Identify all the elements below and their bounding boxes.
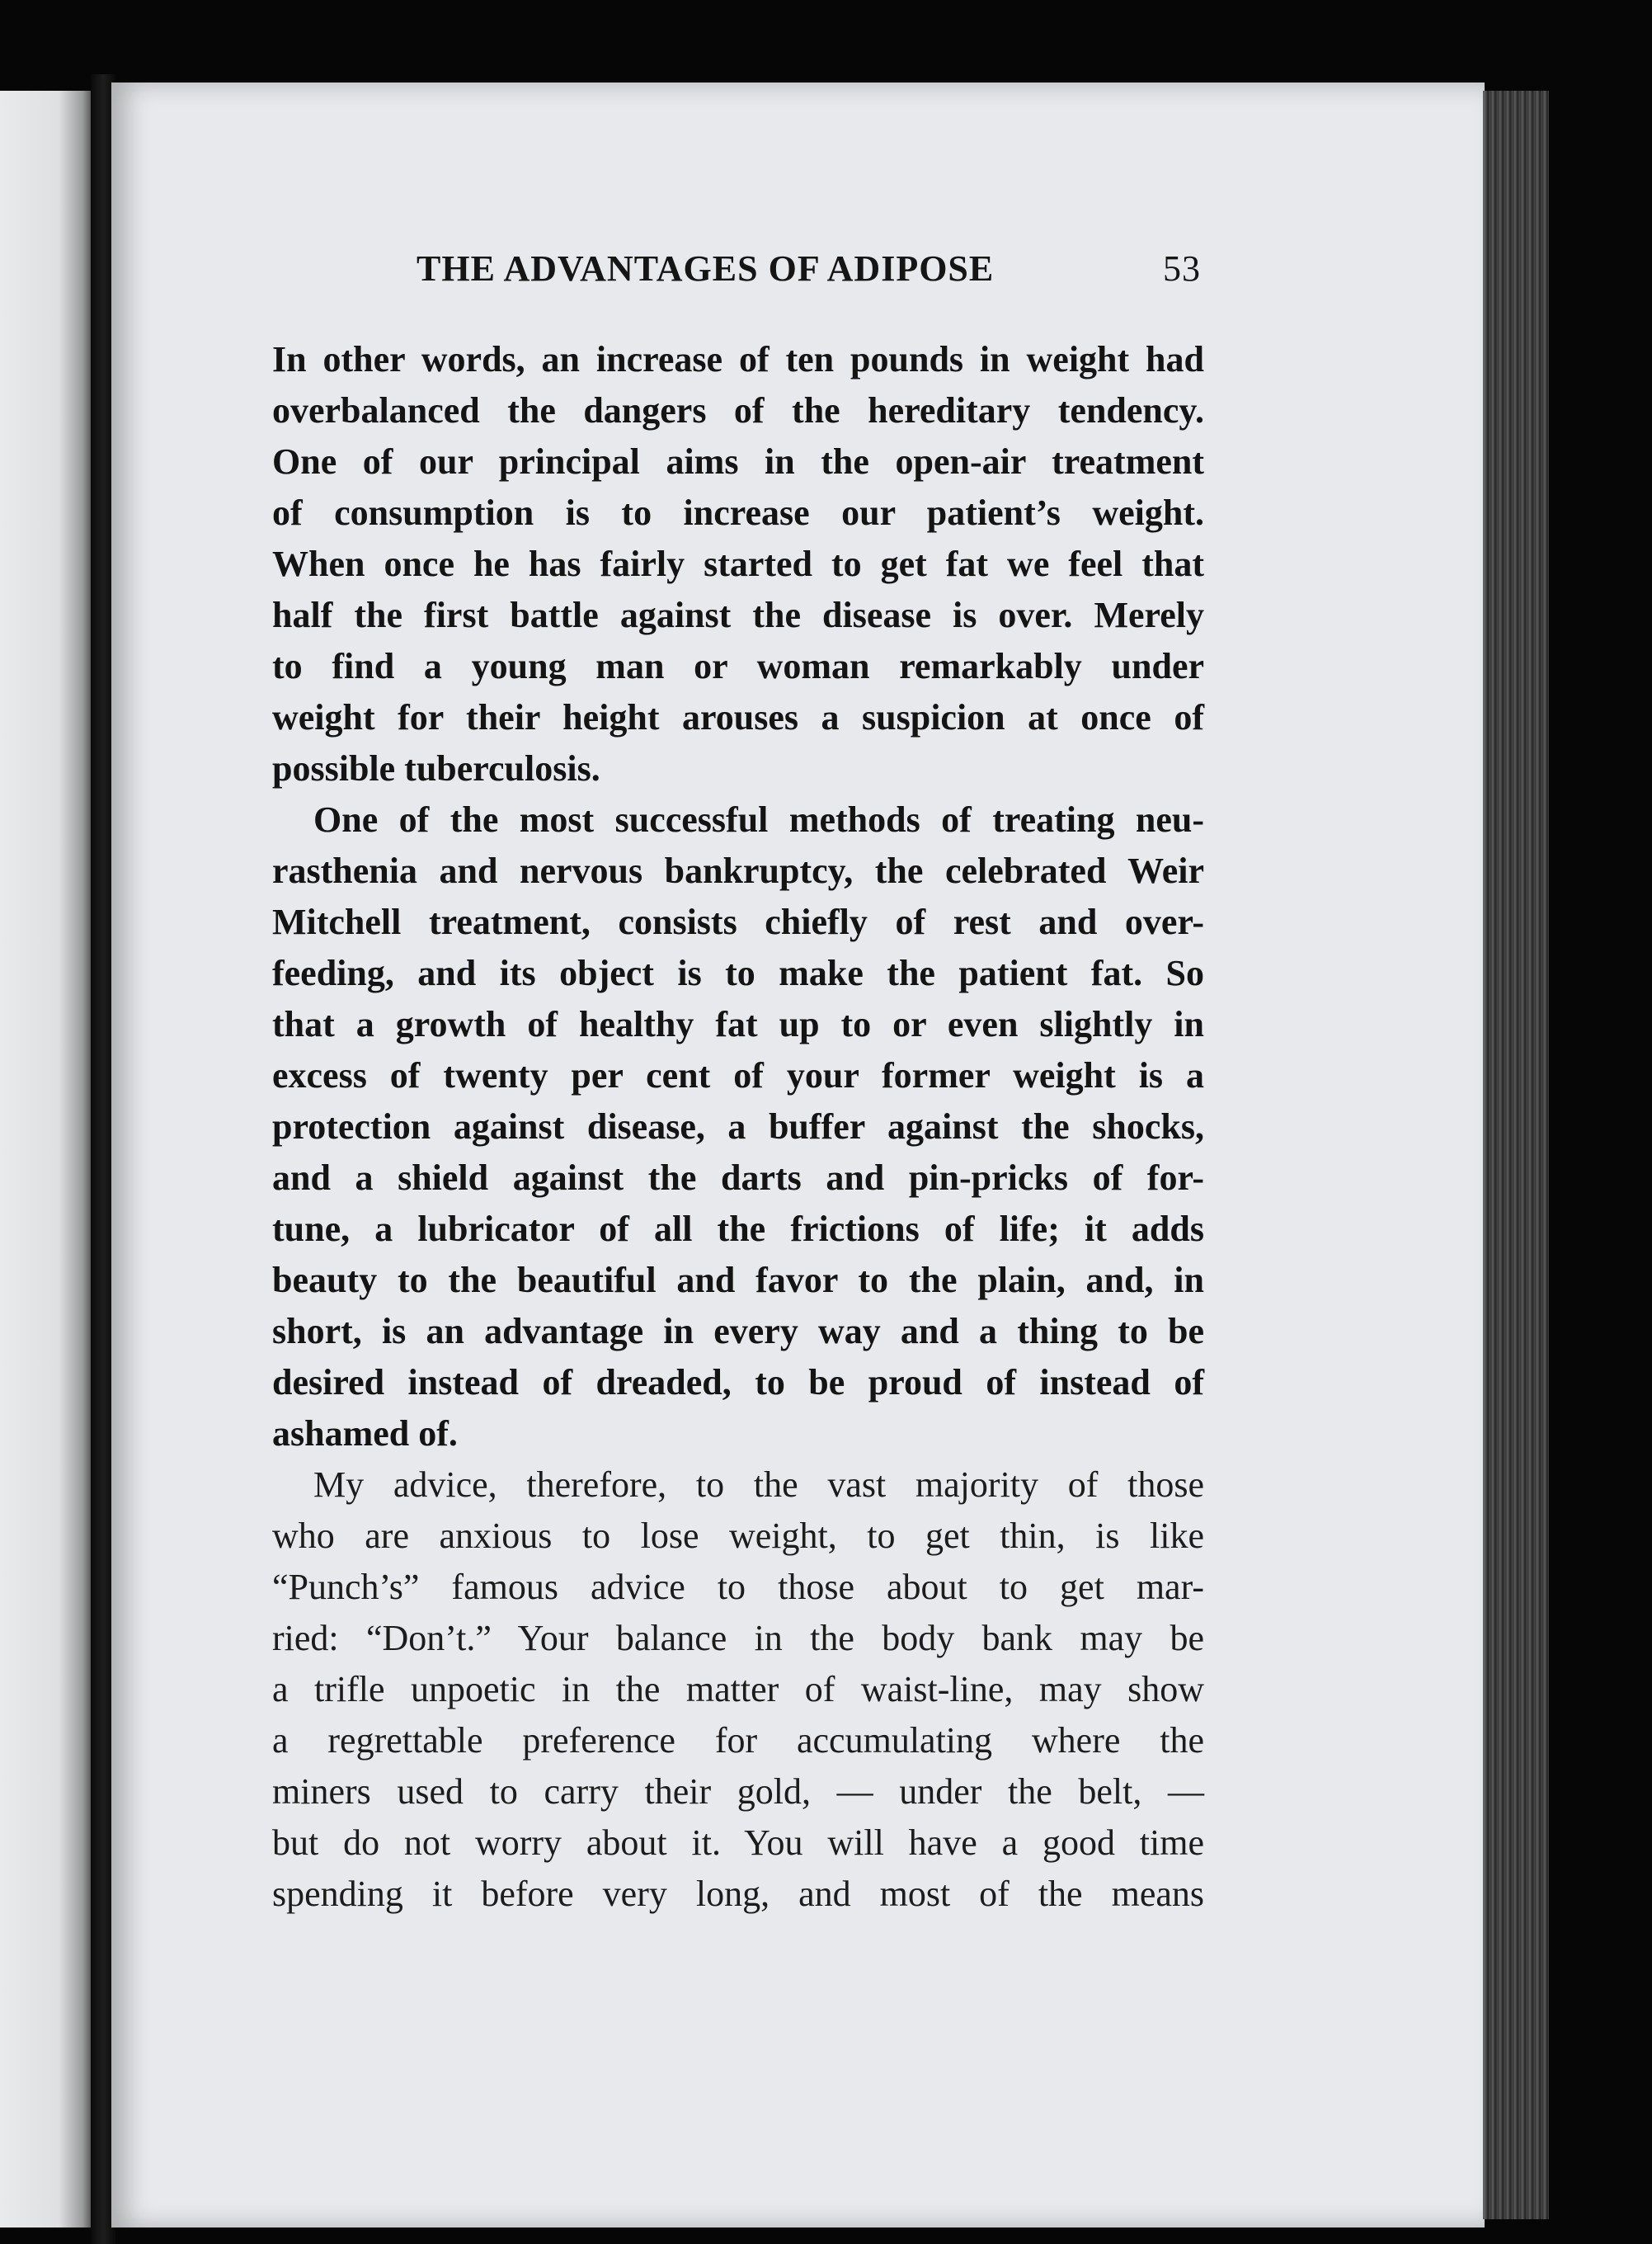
- text-line: Mitchell treatment, consists chiefly of rest and over-: [272, 902, 1204, 942]
- text-line: short, is an advantage in every way and a thing to be: [272, 1311, 1204, 1351]
- text-line: In other words, an increase of ten pounds in weight had: [272, 339, 1204, 380]
- page-stack-edge: [1483, 91, 1549, 2219]
- text-line: “Punch’s” famous advice to those about to get mar-: [272, 1567, 1204, 1607]
- text-line: overbalanced the dangers of the hereditary tendency.: [272, 390, 1204, 431]
- text-line: a regrettable preference for accumulating where the: [272, 1720, 1204, 1761]
- paragraph-3: [272, 1459, 1204, 1920]
- text-line: ashamed of.: [272, 1413, 458, 1454]
- text-line: protection against disease, a buffer against the shocks,: [272, 1106, 1204, 1147]
- paragraph-1: [272, 334, 1204, 794]
- text-line: One of the most successful methods of treating neu-: [313, 799, 1204, 840]
- text-line: rasthenia and nervous bankruptcy, the celebrated Weir: [272, 851, 1204, 891]
- paragraph-2: [272, 794, 1204, 1459]
- text-line: a trifle unpoetic in the matter of waist-line, may show: [272, 1669, 1204, 1709]
- text-line: desired instead of dreaded, to be proud of instead of: [272, 1362, 1204, 1402]
- text-line: to find a young man or woman remarkably under: [272, 646, 1204, 686]
- text-line: excess of twenty per cent of your former weight is a: [272, 1055, 1204, 1096]
- body-text: [272, 334, 1204, 1920]
- text-line: When once he has fairly started to get fat we feel that: [272, 544, 1204, 584]
- text-line: and a shield against the darts and pin-pricks of for-: [272, 1157, 1204, 1198]
- text-line: weight for their height arouses a suspicion at once of: [272, 697, 1204, 738]
- running-head: [272, 248, 1204, 305]
- text-line: of consumption is to increase our patient’s weight.: [272, 493, 1204, 533]
- text-line: beauty to the beautiful and favor to the plain, and, in: [272, 1260, 1204, 1300]
- text-line: miners used to carry their gold, — under the belt, —: [272, 1771, 1204, 1812]
- text-line: that a growth of healthy fat up to or even slightly in: [272, 1004, 1204, 1044]
- text-line: My advice, therefore, to the vast majority of those: [313, 1464, 1204, 1505]
- page-number: 53: [1163, 248, 1201, 289]
- text-line: ried: “Don’t.” Your balance in the body bank may be: [272, 1618, 1204, 1658]
- text-line: possible tuberculosis.: [272, 748, 600, 789]
- text-line: feeding, and its object is to make the patient fat. So: [272, 953, 1204, 993]
- text-line: who are anxious to lose weight, to get thin, is like: [272, 1516, 1204, 1556]
- text-line: tune, a lubricator of all the frictions of life; it adds: [272, 1209, 1204, 1249]
- running-head-title: THE ADVANTAGES OF ADIPOSE: [417, 248, 995, 289]
- text-line: half the first battle against the disease is over. Merely: [272, 595, 1204, 635]
- text-line: but do not worry about it. You will have a good time: [272, 1822, 1204, 1863]
- text-line: spending it before very long, and most of the means: [272, 1874, 1204, 1914]
- left-page-edge: [0, 91, 97, 2228]
- text-line: One of our principal aims in the open-air treatment: [272, 441, 1204, 482]
